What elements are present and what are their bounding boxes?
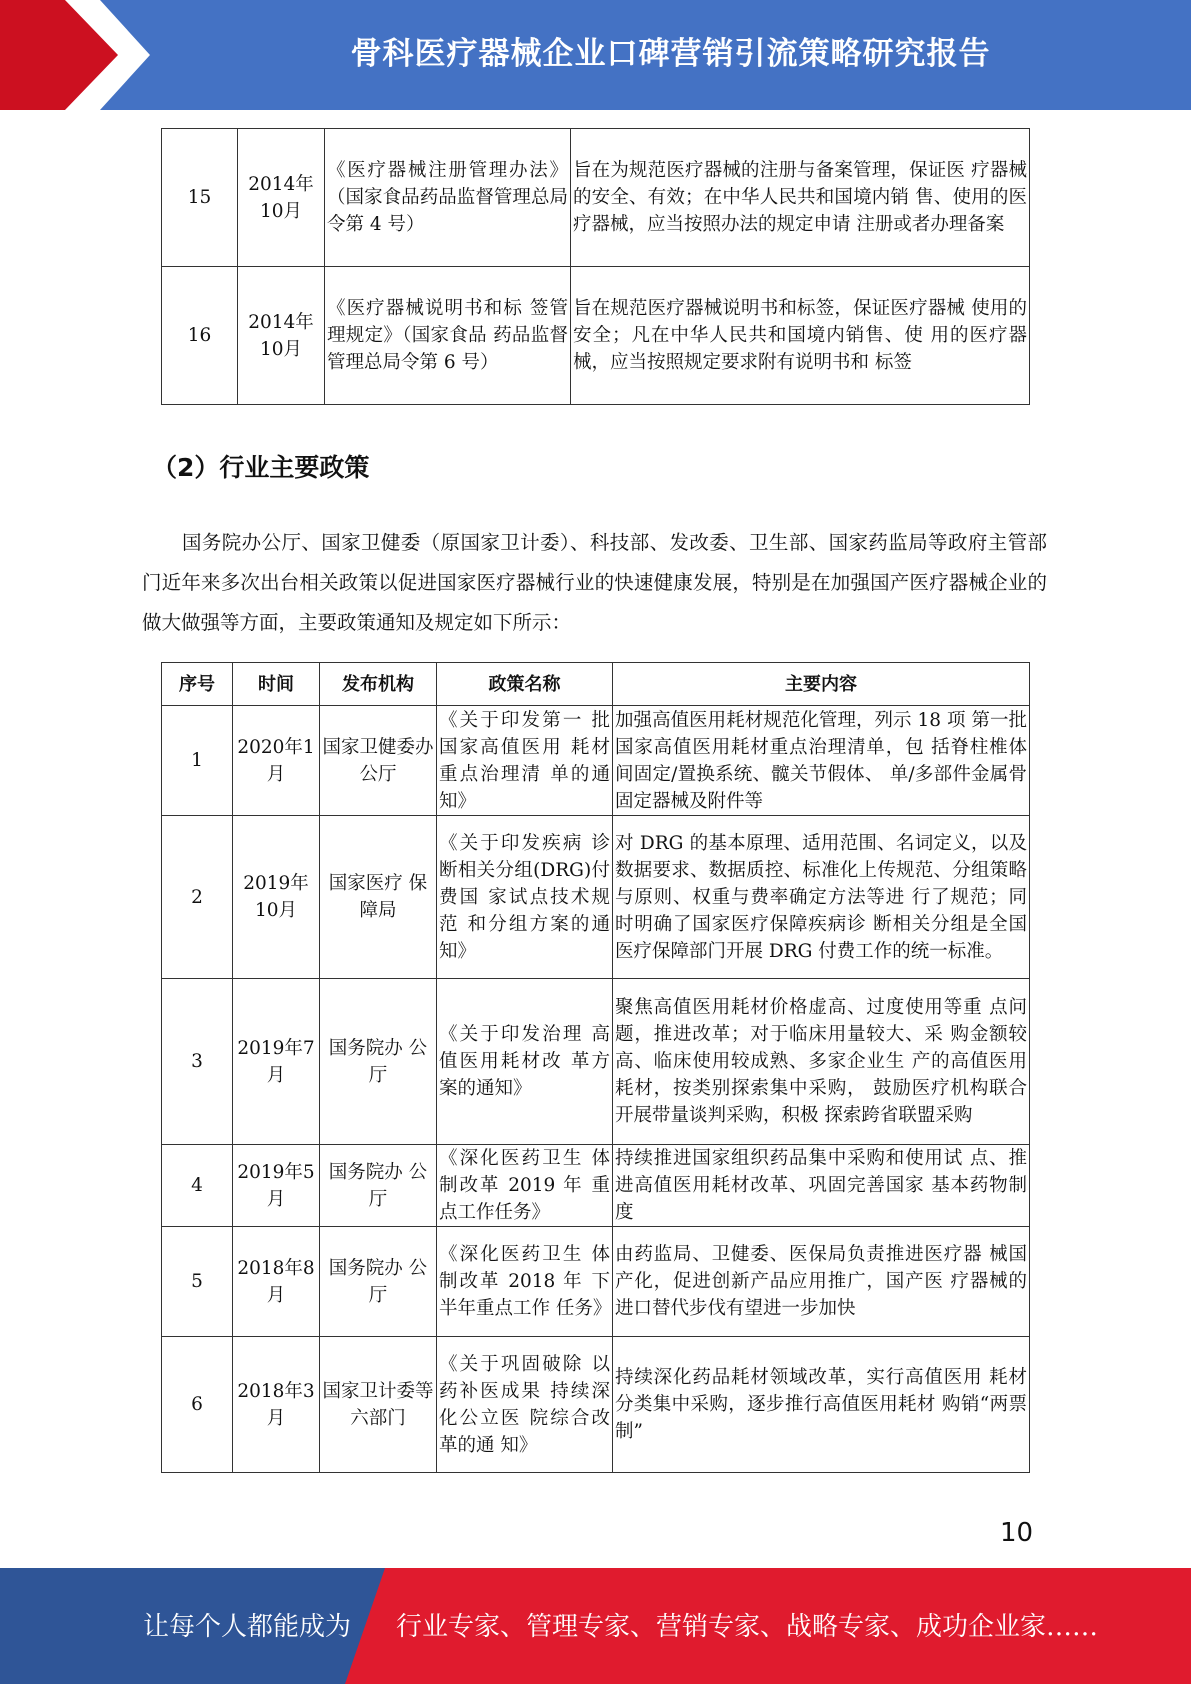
footer-slogan-right: 行业专家、管理专家、营销专家、战略专家、成功企业家…… <box>396 1612 1099 1642</box>
row-content: 由药监局、卫健委、医保局负责推进医疗器 械国产化，促进创新产品应用推广，国产医 疗器械的进口替代步伐有望进一步加快 <box>613 1227 1030 1337</box>
row-number: 15 <box>162 129 238 267</box>
row-policy-name: 《医疗器械说明书和标 签管理规定》（国家食品 药品监督管理总局令第 6 号） <box>325 267 571 405</box>
row-content: 持续深化药品耗材领域改革，实行高值医用 耗材分类集中采购，逐步推行高值医用耗材 购销“两票制” <box>613 1337 1030 1473</box>
header-time: 时间 <box>233 663 320 706</box>
row-content: 旨在规范医疗器械说明书和标签，保证医疗器械 使用的安全；凡在中华人民共和国境内销售、使 用的医疗器械，应当按照规定要求附有说明书和 标签 <box>571 267 1030 405</box>
row-content: 聚焦高值医用耗材价格虚高、过度使用等重 点问题，推进改革；对于临床用量较大、采 购金额较高、临床使用较成熟、多家企业生 产的高值医用耗材，按类别探索集中采购， 鼓励医疗机构联合开展带量谈判采购，积极 探索跨省联盟采购 <box>613 979 1030 1145</box>
row-time: 2020年1月 <box>233 706 320 816</box>
table-row <box>162 816 1030 979</box>
row-time: 2018年3月 <box>233 1337 320 1473</box>
row-org: 国务院办 公厅 <box>320 1145 437 1227</box>
row-policy-name: 《深化医药卫生 体制改革 2019 年 重点工作任务》 <box>437 1145 613 1227</box>
page-number: 10 <box>1000 1518 1034 1548</box>
table-row <box>162 129 1030 267</box>
header-org: 发布机构 <box>320 663 437 706</box>
page-footer <box>0 1568 1191 1684</box>
row-number: 16 <box>162 267 238 405</box>
row-number: 4 <box>162 1145 233 1227</box>
header-content: 主要内容 <box>613 663 1030 706</box>
section-paragraph: 国务院办公厅、国家卫健委（原国家卫计委）、科技部、发改委、卫生部、国家药监局等政府主管部门近年来多次出台相关政策以促进国家医疗器械行业的快速健康发展，特别是在加强国产医疗器械企业的做大做强等方面，主要政策通知及规定如下所示： <box>142 531 1047 634</box>
policy-table <box>161 662 1030 1473</box>
policy-table-continued <box>161 128 1030 405</box>
row-time: 2014年10月 <box>238 267 325 405</box>
row-number: 2 <box>162 816 233 979</box>
header-policy-name: 政策名称 <box>437 663 613 706</box>
table-header-row <box>162 663 1030 706</box>
table-row <box>162 979 1030 1145</box>
page-header <box>0 0 1191 110</box>
table-row <box>162 1227 1030 1337</box>
row-time: 2014年10月 <box>238 129 325 267</box>
footer-slogan-left: 让每个人都能成为 <box>143 1612 352 1642</box>
row-policy-name: 《关于印发疾病 诊断相关分组(DRG)付费国 家试点技术规范 和分组方案的通 知》 <box>437 816 613 979</box>
row-content: 旨在为规范医疗器械的注册与备案管理，保证医 疗器械的安全、有效；在中华人民共和国境内销 售、使用的医疗器械，应当按照办法的规定申请 注册或者办理备案 <box>571 129 1030 267</box>
row-time: 2019年5月 <box>233 1145 320 1227</box>
table-row <box>162 1337 1030 1473</box>
row-org: 国家卫健委办公厅 <box>320 706 437 816</box>
row-content: 对 DRG 的基本原理、适用范围、名词定义，以及数据要求、数据质控、标准化上传规范、分组策略与原则、权重与费率确定方法等进 行了规范；同时明确了国家医疗保障疾病诊 断相关分组是全国医疗保障部门开展 DRG 付费工作的统一标准。 <box>613 816 1030 979</box>
row-number: 6 <box>162 1337 233 1473</box>
row-policy-name: 《关于印发第一 批国家高值医用 耗材重点治理清 单的通知》 <box>437 706 613 816</box>
row-number: 1 <box>162 706 233 816</box>
row-org: 国务院办 公厅 <box>320 979 437 1145</box>
row-time: 2019年7月 <box>233 979 320 1145</box>
row-org: 国家卫计委等六部门 <box>320 1337 437 1473</box>
row-time: 2019年10月 <box>233 816 320 979</box>
row-content: 持续推进国家组织药品集中采购和使用试 点、推进高值医用耗材改革、巩固完善国家 基本药物制度 <box>613 1145 1030 1227</box>
row-time: 2018年8月 <box>233 1227 320 1337</box>
row-number: 5 <box>162 1227 233 1337</box>
row-org: 国务院办 公厅 <box>320 1227 437 1337</box>
report-title: 骨科医疗器械企业口碑营销引流策略研究报告 <box>350 36 991 72</box>
row-policy-name: 《关于印发治理 高值医用耗材改 革方案的通知》 <box>437 979 613 1145</box>
section-heading: （2）行业主要政策 <box>152 453 370 482</box>
row-policy-name: 《关于巩固破除 以药补医成果 持续深化公立医 院综合改革的通 知》 <box>437 1337 613 1473</box>
table-row <box>162 1145 1030 1227</box>
header-number: 序号 <box>162 663 233 706</box>
row-content: 加强高值医用耗材规范化管理，列示 18 项 第一批国家高值医用耗材重点治理清单，包 括脊柱椎体间固定/置换系统、髋关节假体、 单/多部件金属骨固定器械及附件等 <box>613 706 1030 816</box>
row-number: 3 <box>162 979 233 1145</box>
row-org: 国家医疗 保障局 <box>320 816 437 979</box>
row-policy-name: 《深化医药卫生 体制改革 2018 年 下半年重点工作 任务》 <box>437 1227 613 1337</box>
table-row <box>162 706 1030 816</box>
table-row <box>162 267 1030 405</box>
row-policy-name: 《医疗器械注册管理办法》（国家食品药品监督管理总局令第 4 号） <box>325 129 571 267</box>
